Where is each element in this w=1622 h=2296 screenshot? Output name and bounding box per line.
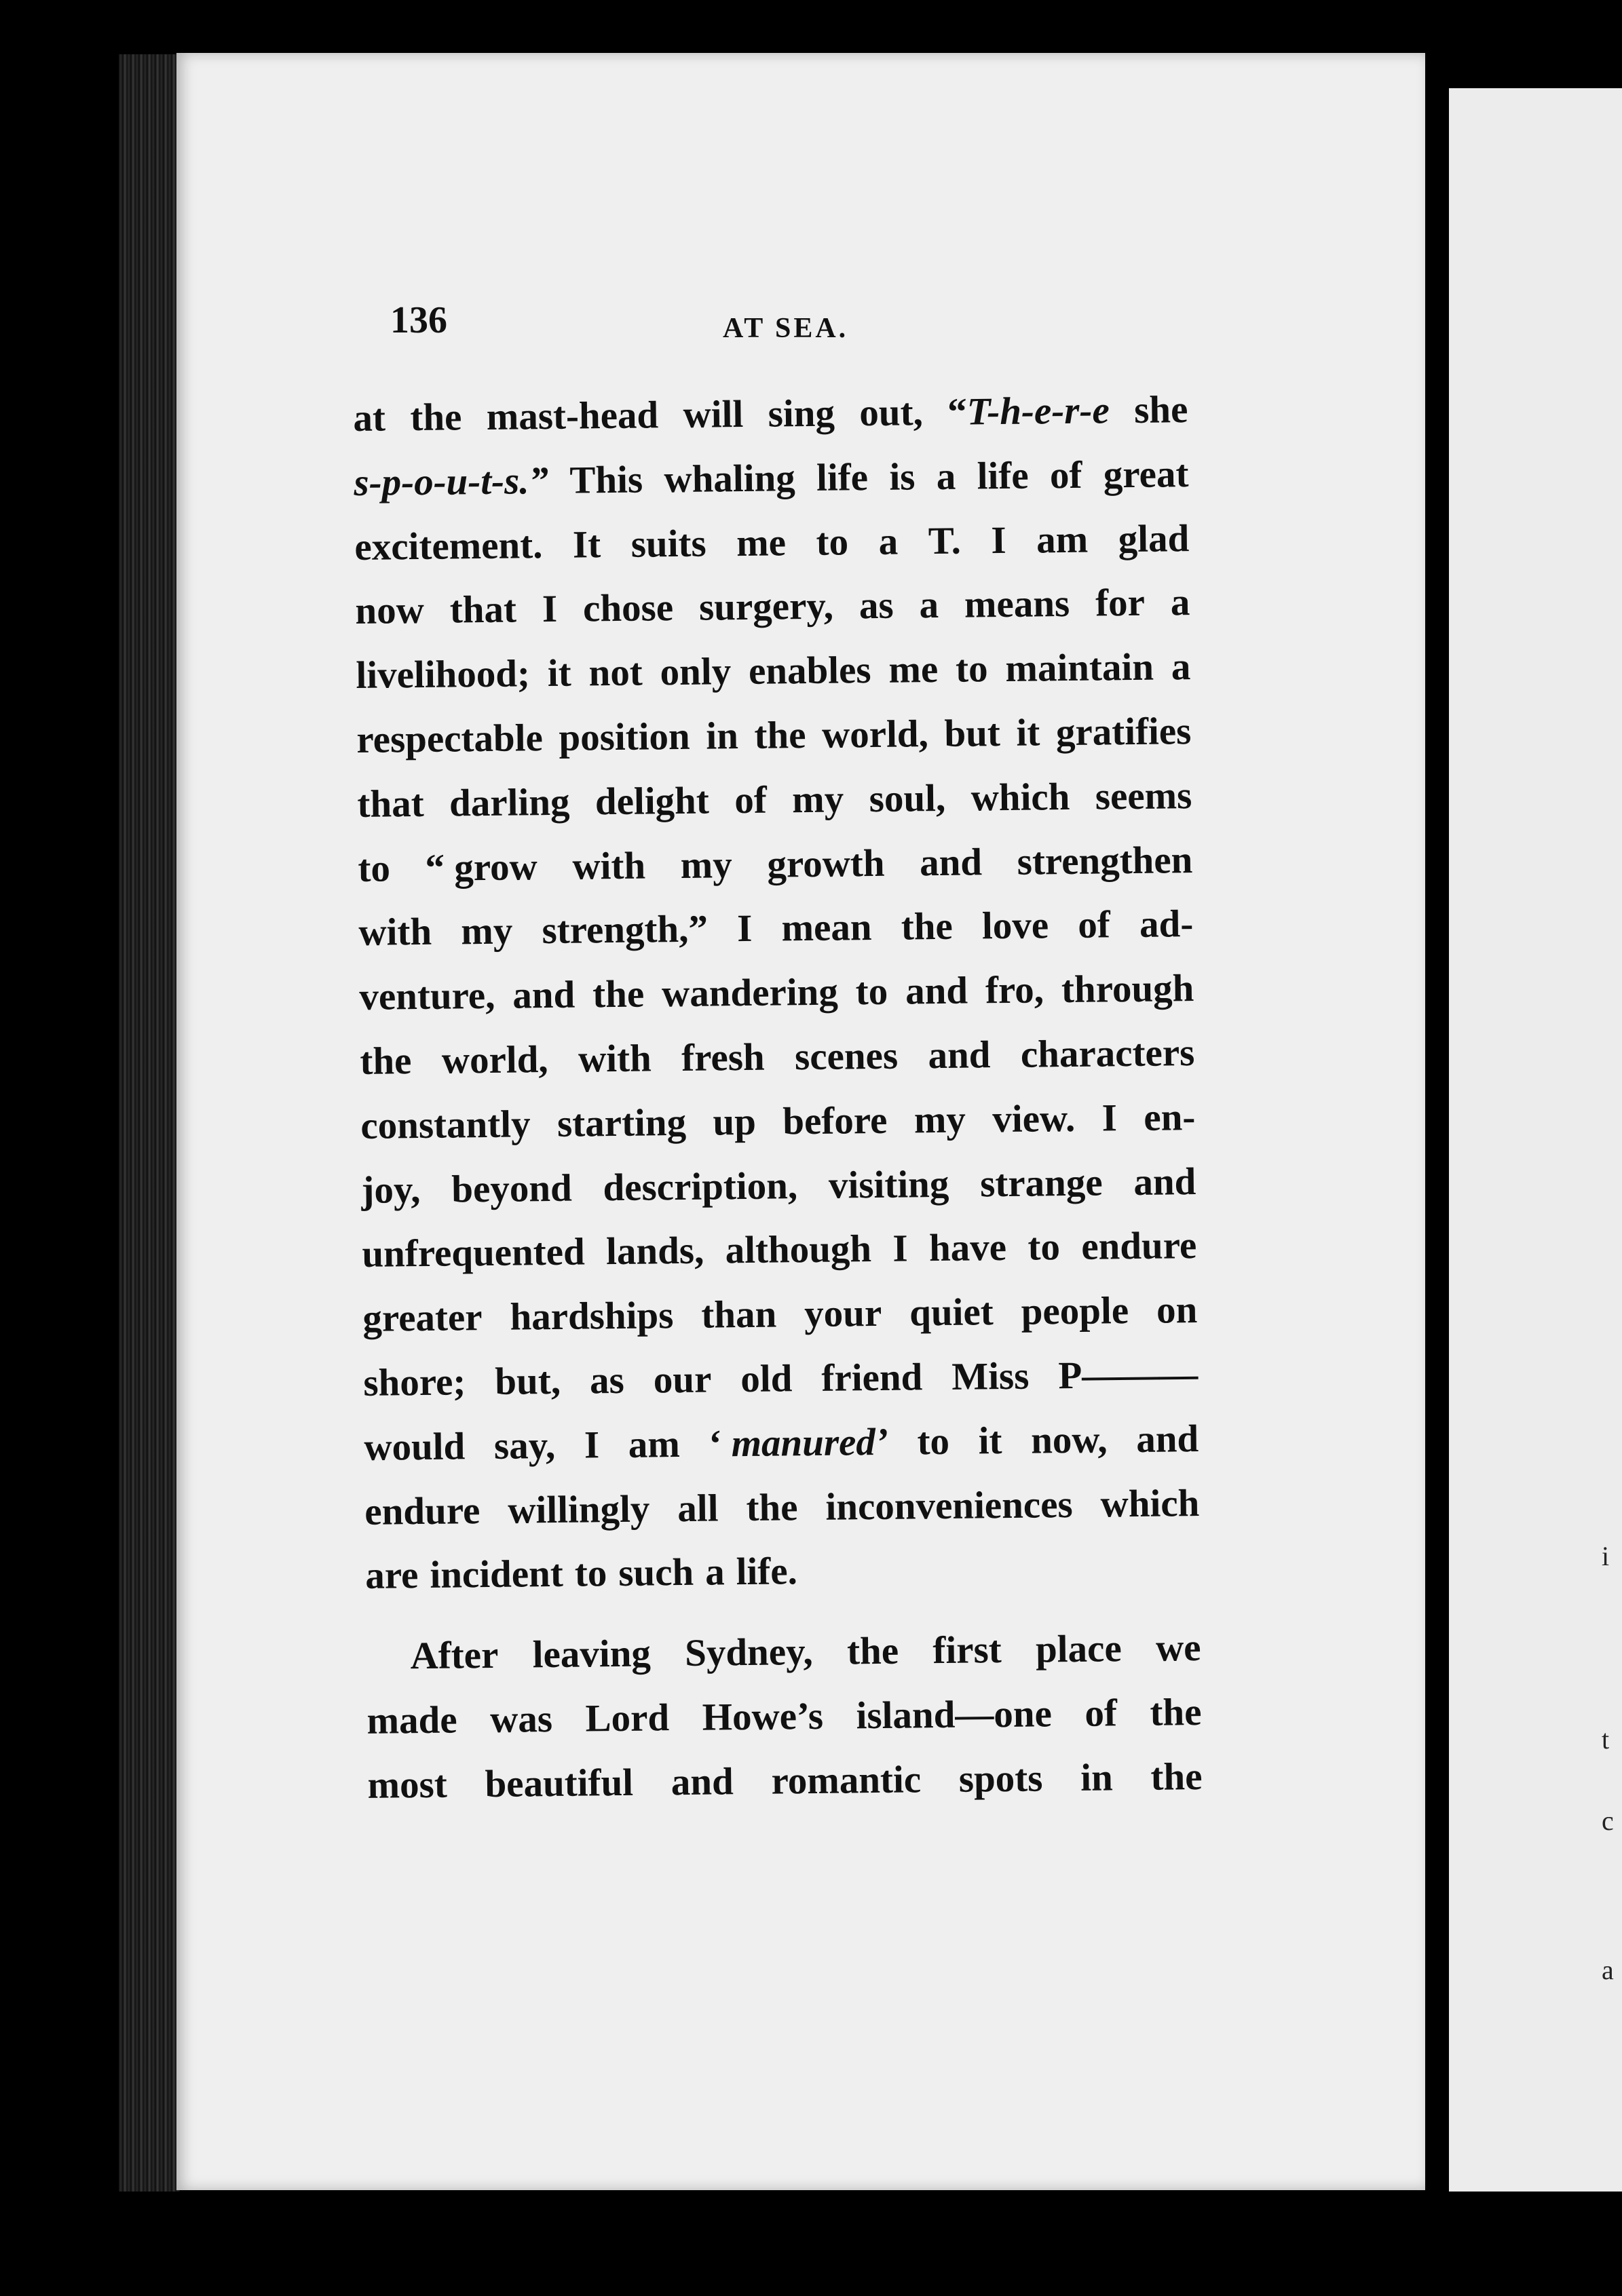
word: maintain xyxy=(1005,645,1154,691)
word: that xyxy=(357,782,424,826)
word: we xyxy=(1155,1626,1201,1670)
word: After xyxy=(410,1634,499,1678)
running-head: AT SEA. xyxy=(723,313,849,344)
word: to xyxy=(855,970,888,1014)
edge-fragment: a xyxy=(1602,1955,1614,1985)
text-line xyxy=(361,1150,1196,1223)
open-quote: “ xyxy=(947,390,968,434)
word: my xyxy=(680,843,733,887)
word: all xyxy=(677,1487,719,1530)
word: in xyxy=(1080,1756,1114,1799)
word: strange xyxy=(979,1161,1103,1205)
word: to xyxy=(358,847,391,890)
edge-fragment: c xyxy=(1602,1805,1614,1836)
word: and xyxy=(1135,1417,1199,1461)
open-quote: “ xyxy=(425,846,445,889)
text-line xyxy=(363,1343,1199,1416)
word: the xyxy=(846,1629,899,1673)
word: in xyxy=(705,714,739,758)
text-line xyxy=(357,764,1192,837)
word: P——— xyxy=(1058,1352,1199,1398)
word: to xyxy=(955,647,988,691)
word: the xyxy=(410,396,462,440)
word: scenes xyxy=(794,1034,899,1079)
word: me xyxy=(736,520,787,565)
word: willingly xyxy=(507,1487,650,1532)
word: Lord xyxy=(585,1696,670,1740)
word: than xyxy=(700,1293,777,1337)
word: with xyxy=(358,911,432,955)
word: respectable xyxy=(356,716,544,761)
word: romantic xyxy=(771,1758,922,1803)
word: It xyxy=(572,522,601,567)
word: my xyxy=(791,778,844,822)
word: beyond xyxy=(451,1166,573,1211)
word: would xyxy=(364,1425,466,1469)
word: lands, xyxy=(605,1229,704,1274)
word: I xyxy=(892,1227,908,1271)
word: seems xyxy=(1095,773,1192,818)
word: only xyxy=(660,650,732,694)
word: will xyxy=(683,392,744,436)
word: it xyxy=(1016,711,1040,754)
text-line xyxy=(356,635,1191,708)
text-line xyxy=(358,828,1193,902)
word: which xyxy=(970,775,1070,820)
word: joy, xyxy=(361,1168,421,1212)
word: excitement. xyxy=(354,523,543,569)
word: before xyxy=(782,1098,888,1143)
word: inconveniences xyxy=(825,1482,1073,1529)
word: such xyxy=(618,1551,694,1595)
word: of xyxy=(1049,453,1082,497)
word: the xyxy=(592,972,645,1016)
text-line xyxy=(353,378,1188,451)
word: fresh xyxy=(681,1035,765,1079)
word: life xyxy=(977,454,1029,498)
word: the xyxy=(1150,1755,1203,1799)
word: Howe’s xyxy=(702,1694,824,1739)
word: life. xyxy=(736,1550,798,1594)
word: most xyxy=(367,1763,448,1807)
word: incident xyxy=(430,1552,564,1597)
word: gratifies xyxy=(1055,710,1192,754)
word: world, xyxy=(441,1038,548,1082)
word: enables xyxy=(748,649,871,693)
word: am xyxy=(1036,518,1089,562)
word: are xyxy=(365,1554,419,1598)
word: shore; xyxy=(363,1360,466,1404)
word: to xyxy=(574,1552,607,1596)
word: it xyxy=(547,651,572,695)
word: have xyxy=(928,1226,1007,1270)
word: and xyxy=(919,840,983,884)
word: spots xyxy=(958,1757,1043,1801)
word: a xyxy=(878,520,899,563)
word: I xyxy=(542,588,558,631)
text-line xyxy=(360,1021,1195,1094)
word: beautiful xyxy=(485,1761,634,1805)
word: surgery, xyxy=(698,584,834,630)
word: delight xyxy=(595,779,710,824)
word: now xyxy=(355,589,425,633)
word: grow xyxy=(453,845,538,889)
word: to xyxy=(1027,1225,1061,1269)
word: livelihood; xyxy=(356,652,531,697)
word: en- xyxy=(1144,1095,1196,1139)
word: soul, xyxy=(869,776,946,820)
word: to xyxy=(816,520,849,564)
word: greater xyxy=(362,1296,483,1341)
word xyxy=(947,379,1110,444)
word: for xyxy=(1095,581,1146,625)
word: unfrequented xyxy=(362,1230,586,1276)
word: Miss xyxy=(951,1354,1030,1398)
text-line xyxy=(364,1472,1200,1545)
word: I xyxy=(584,1423,600,1467)
word: world, xyxy=(821,712,929,757)
word: and xyxy=(671,1759,734,1803)
edge-fragment: t xyxy=(1602,1724,1610,1755)
word: with xyxy=(578,1037,652,1081)
word: characters xyxy=(1020,1031,1195,1076)
word: the xyxy=(746,1485,798,1529)
word: constantly xyxy=(360,1103,531,1147)
word: me xyxy=(888,648,939,691)
word: I xyxy=(736,907,753,951)
word: old xyxy=(740,1357,793,1401)
word: description, xyxy=(603,1164,798,1209)
word: on xyxy=(1156,1288,1198,1332)
word: with xyxy=(572,844,646,888)
word: of xyxy=(1085,1691,1118,1735)
word: fro, xyxy=(985,968,1044,1012)
word: was xyxy=(489,1697,553,1741)
word: starting xyxy=(557,1101,687,1145)
word: she xyxy=(1133,388,1188,432)
book-binding xyxy=(119,54,180,2192)
word: although xyxy=(725,1227,872,1272)
word: is xyxy=(889,455,916,499)
word: love xyxy=(981,904,1049,948)
word: a xyxy=(704,1550,725,1594)
word: the xyxy=(360,1039,412,1083)
word: our xyxy=(653,1358,712,1402)
italic-word: s-p-o-u-t-s.” xyxy=(354,459,549,504)
word: suits xyxy=(630,522,706,566)
word: Sydney, xyxy=(684,1630,814,1675)
word: glad xyxy=(1118,516,1190,560)
word: hardships xyxy=(510,1294,674,1339)
word: place xyxy=(1035,1627,1123,1671)
word xyxy=(709,1411,888,1477)
text-line xyxy=(362,1214,1197,1287)
word: growth xyxy=(767,841,885,886)
word: and xyxy=(905,969,968,1013)
word: island—one xyxy=(856,1692,1053,1738)
word: leaving xyxy=(532,1632,652,1677)
text-line xyxy=(365,1535,1201,1609)
word: endure xyxy=(364,1489,480,1533)
word: at xyxy=(353,396,386,440)
word: visiting xyxy=(828,1162,949,1207)
word: mean xyxy=(781,906,872,950)
word: as xyxy=(859,584,894,628)
word: my xyxy=(913,1098,966,1142)
word: not xyxy=(588,651,643,695)
word: now, xyxy=(1030,1418,1108,1462)
word: great xyxy=(1103,452,1189,497)
word: people xyxy=(1021,1289,1129,1333)
text-line xyxy=(356,700,1192,773)
word: sing xyxy=(768,391,835,436)
edge-fragment: i xyxy=(1602,1541,1610,1571)
word: I xyxy=(1101,1096,1118,1140)
word: your xyxy=(804,1292,882,1336)
word: my xyxy=(461,909,513,953)
text-line xyxy=(364,1407,1199,1480)
word: of xyxy=(1078,903,1111,947)
word: the xyxy=(1150,1690,1202,1734)
word: strength,” xyxy=(542,907,709,953)
word: but xyxy=(944,712,1001,755)
word: view. xyxy=(992,1096,1076,1141)
italic-word: manured’ xyxy=(731,1420,889,1465)
word: it xyxy=(978,1419,1002,1463)
word: the xyxy=(901,905,954,949)
word: up xyxy=(713,1100,757,1144)
word: I xyxy=(991,518,1006,562)
word: venture, xyxy=(359,974,495,1019)
italic-word: T-h-e-r-e xyxy=(966,389,1110,434)
word: chose xyxy=(582,586,674,630)
text-line xyxy=(362,1278,1198,1352)
text-line xyxy=(367,1745,1203,1818)
word: a xyxy=(1170,581,1190,624)
word: endure xyxy=(1080,1224,1197,1269)
word: a xyxy=(936,455,956,498)
word: means xyxy=(964,582,1070,626)
word: of xyxy=(734,778,768,822)
text-line xyxy=(366,1616,1201,1689)
word: position xyxy=(559,714,691,759)
word: mast-head xyxy=(486,394,659,438)
word: a xyxy=(1171,645,1191,689)
text-line xyxy=(354,442,1189,516)
word: the xyxy=(754,714,806,757)
word: out, xyxy=(859,391,924,435)
word: ad- xyxy=(1139,902,1194,946)
word: life xyxy=(816,455,869,499)
facing-page-edge xyxy=(1449,88,1622,2192)
word: say, xyxy=(493,1423,556,1468)
text-line xyxy=(359,957,1194,1030)
word: This xyxy=(569,458,643,502)
word: a xyxy=(919,583,939,627)
word: darling xyxy=(449,780,570,825)
word: T. xyxy=(928,519,962,562)
word: and xyxy=(1133,1160,1196,1204)
word: and xyxy=(512,973,576,1017)
word: which xyxy=(1100,1481,1200,1526)
word: as xyxy=(589,1358,625,1402)
word xyxy=(425,835,537,901)
body-text xyxy=(353,378,1203,1818)
word: to xyxy=(917,1419,950,1463)
word: and xyxy=(928,1033,991,1077)
word: quiet xyxy=(909,1290,994,1335)
text-line xyxy=(355,571,1190,644)
text-line xyxy=(360,1086,1196,1159)
page-header xyxy=(390,299,1286,353)
text-line xyxy=(354,507,1190,580)
word: first xyxy=(932,1628,1002,1672)
word: wandering xyxy=(661,970,839,1016)
word: that xyxy=(449,588,517,632)
word: made xyxy=(366,1698,457,1742)
word: friend xyxy=(821,1356,923,1400)
text-line xyxy=(366,1681,1202,1754)
word: through xyxy=(1061,967,1194,1012)
text-line xyxy=(358,892,1194,965)
word: but, xyxy=(495,1359,561,1403)
open-quote: ‘ xyxy=(709,1422,722,1466)
word: am xyxy=(628,1422,681,1466)
word: whaling xyxy=(664,456,796,501)
word: strengthen xyxy=(1017,838,1193,883)
page-number: 136 xyxy=(390,299,447,341)
